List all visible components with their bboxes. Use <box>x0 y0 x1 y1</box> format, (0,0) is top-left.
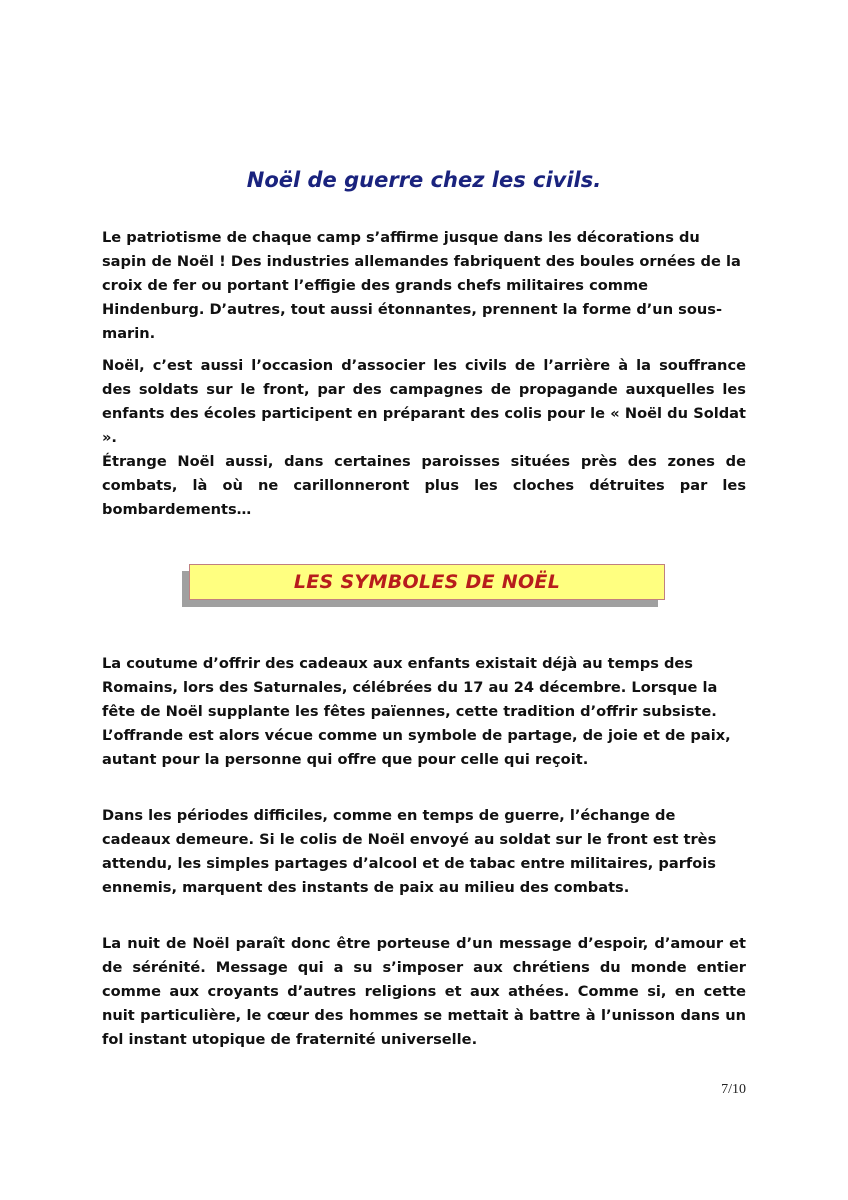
page-title: Noël de guerre chez les civils. <box>246 168 602 192</box>
paragraph-difficult-times: Dans les périodes difficiles, comme en temps de guerre, l’échange de cadeaux demeure. Si le colis de Noël envoyé au soldat sur le front est très attendu, les simples partages d’alcool et de tabac entre militaires, parfois ennemis, marquent des instants de paix au milieu des combats. <box>102 807 717 896</box>
page-number: 7/10 <box>721 1082 746 1097</box>
paragraph-christmas-night: La nuit de Noël paraît donc être porteuse d’un message d’espoir, d’amour et de sérénité. Message qui a su s’imposer aux chrétiens du monde entier comme aux croyants d’autres religions et aux athées. Comme si, en cette nuit particulière, le cœur des hommes se mettait à battre à l’unisson dans un fol instant utopique de fraternité universelle. <box>102 935 746 1048</box>
section-banner <box>189 564 665 600</box>
paragraph-patriotism: Le patriotisme de chaque camp s’affirme jusque dans les décorations du sapin de Noël ! Des industries allemandes fabriquent des boules ornées de la croix de fer ou portant l’effigie des grands chefs militaires comme Hindenburg. D’autres, tout aussi étonnantes, prennent la forme d’un sous-marin. <box>102 229 741 342</box>
paragraph-strange-christmas: Étrange Noël aussi, dans certaines paroisses situées près des zones de combats, là où ne carillonneront plus les cloches détruites par les bombardements… <box>102 453 746 518</box>
section-banner-label: LES SYMBOLES DE NOËL <box>293 571 561 593</box>
paragraph-propaganda: Noël, c’est aussi l’occasion d’associer les civils de l’arrière à la souffrance des soldats sur le front, par des campagnes de propagande auxquelles les enfants des écoles participent en préparant des colis pour le « Noël du Soldat ». <box>102 357 746 446</box>
paragraph-gift-custom: La coutume d’offrir des cadeaux aux enfants existait déjà au temps des Romains, lors des Saturnales, célébrées du 17 au 24 décembre. Lorsque la fête de Noël supplante les fêtes païennes, cette tradition d’offrir subsiste. L’offrande est alors vécue comme un symbole de partage, de joie et de paix, autant pour la personne qui offre que pour celle qui reçoit. <box>102 655 731 768</box>
